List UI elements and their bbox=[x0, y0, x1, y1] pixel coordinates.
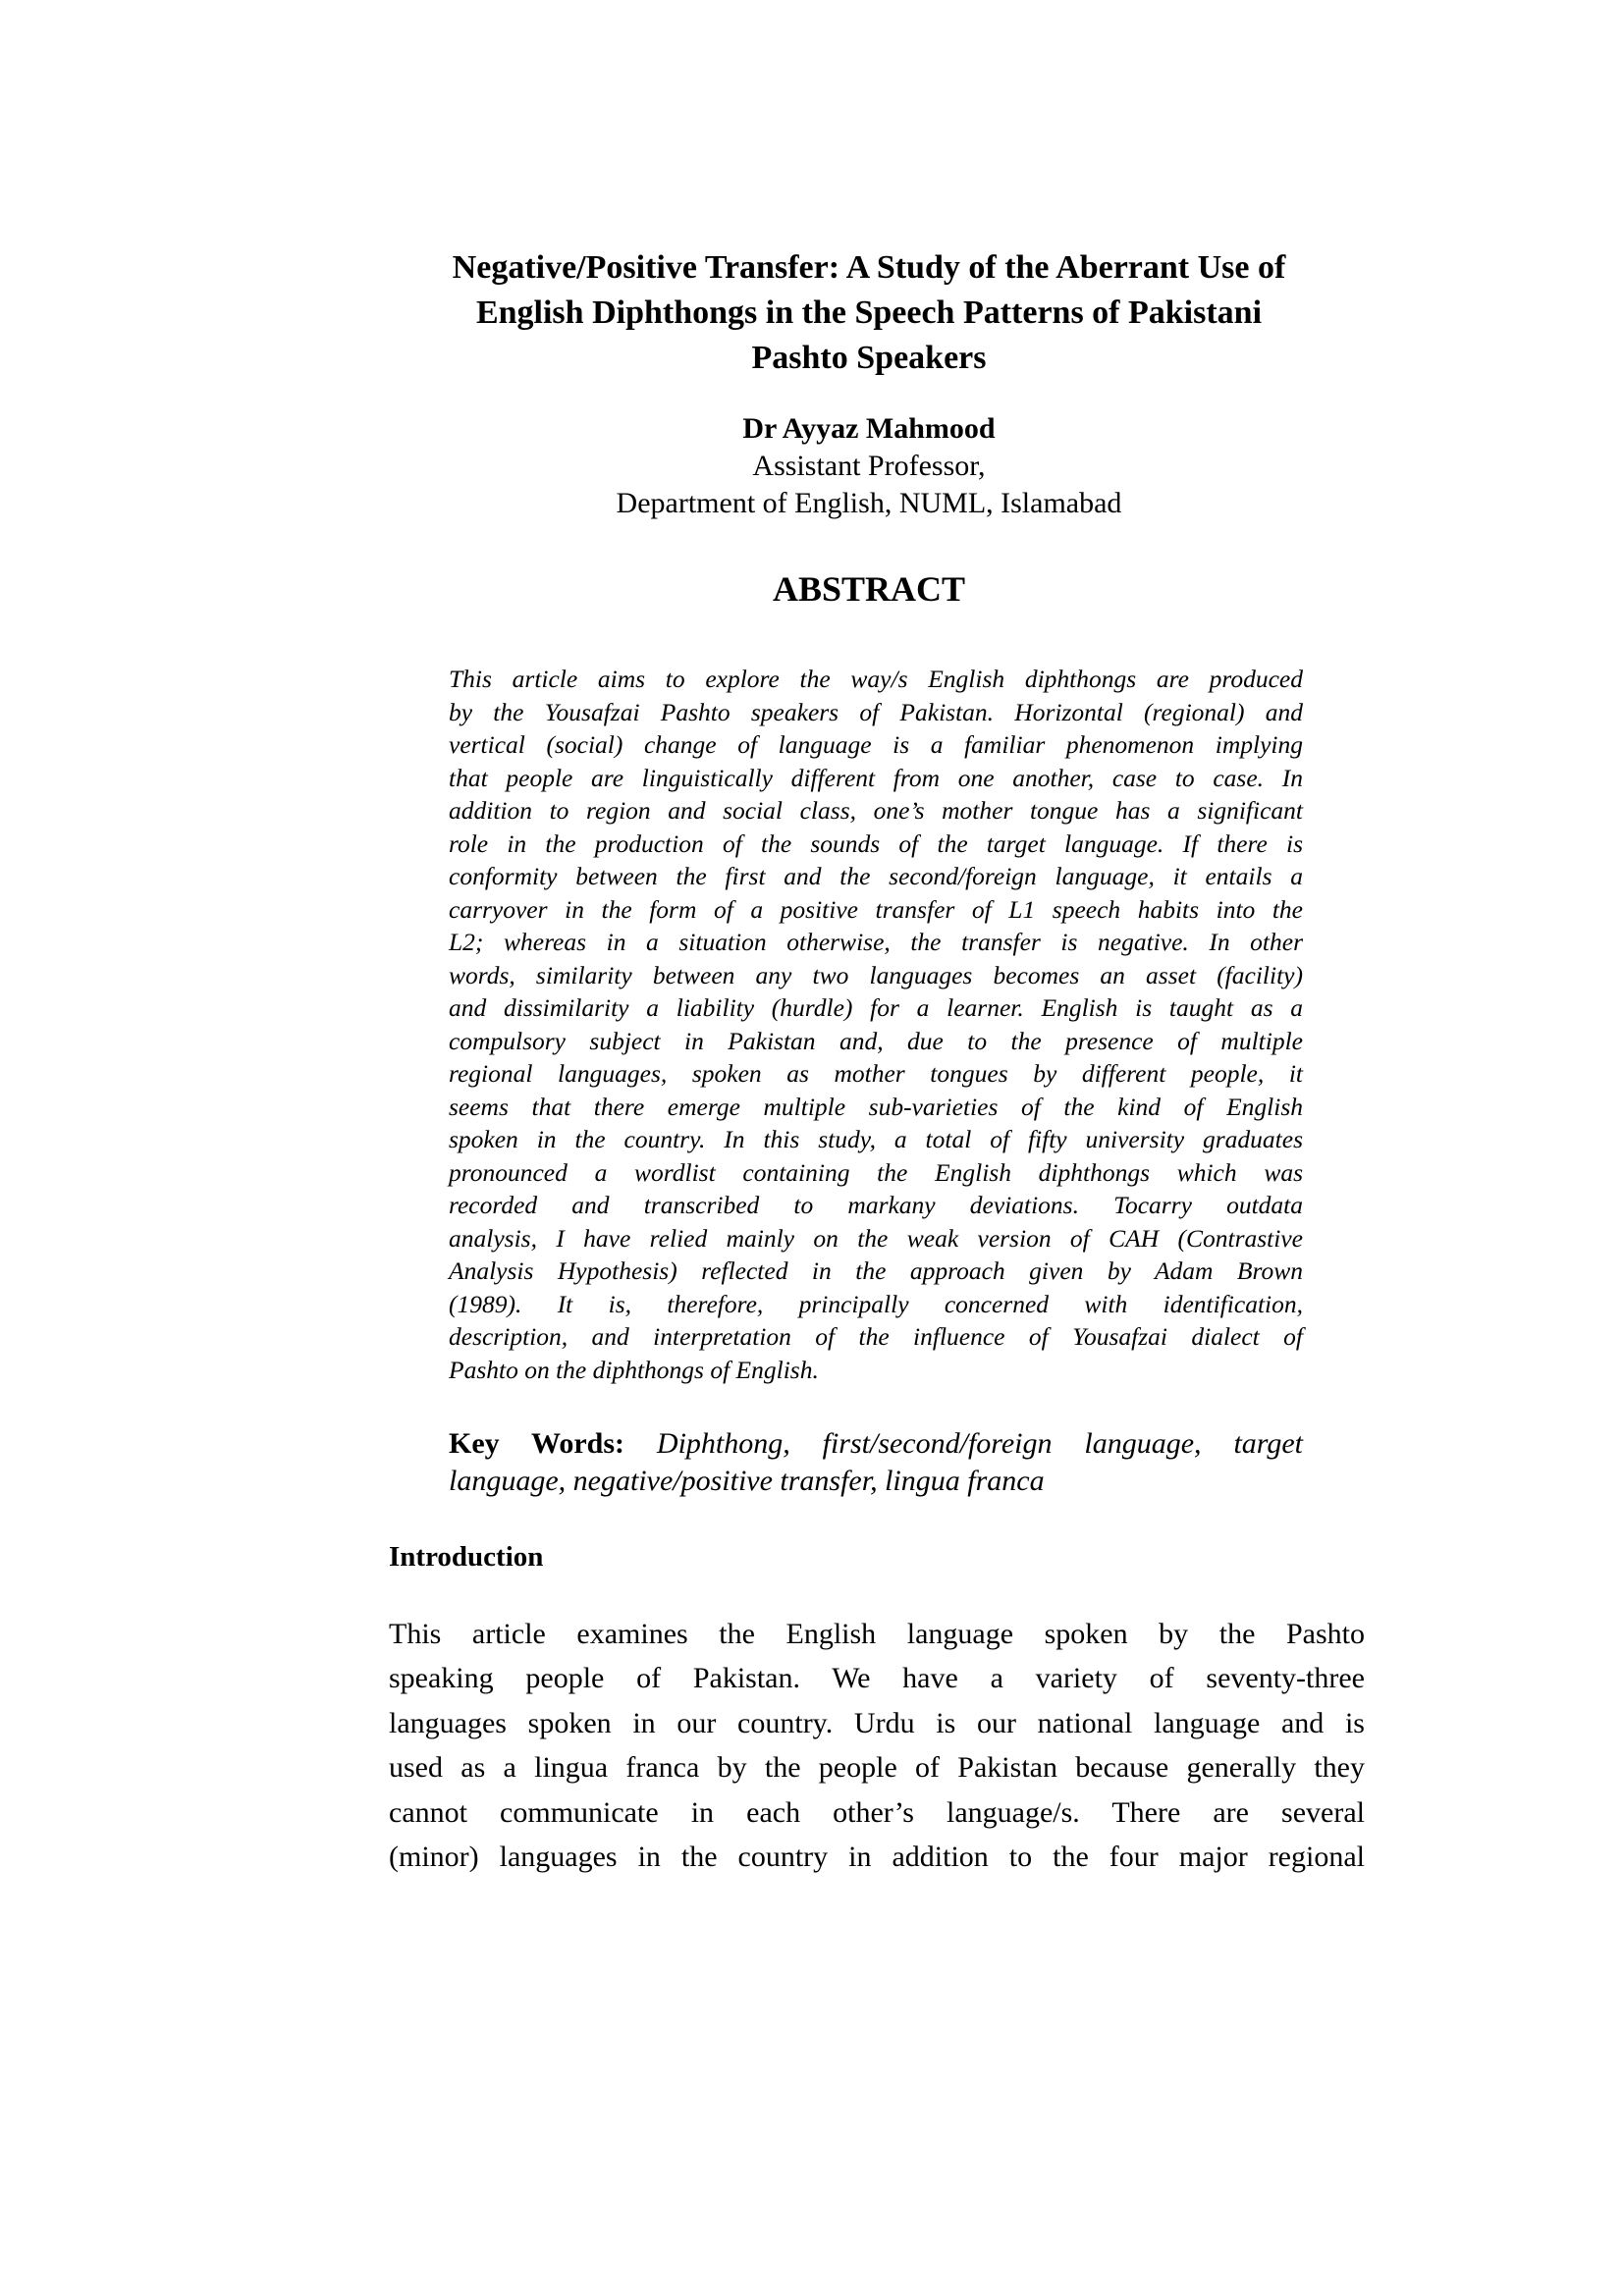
body-line: speaking people of Pakistan. We have a variety of seventy-three bbox=[389, 1662, 1365, 1695]
keywords-block bbox=[449, 1425, 1303, 1500]
abstract-line: L2; whereas in a situation otherwise, the transfer is negative. In other bbox=[449, 928, 1303, 956]
body-line: languages spoken in our country. Urdu is our national language and is bbox=[389, 1706, 1365, 1739]
author-affiliation: Department of English, NUML, Islamabad bbox=[616, 487, 1122, 519]
abstract-line: words, similarity between any two languages becomes an asset (facility) bbox=[449, 960, 1303, 989]
abstract-line: compulsory subject in Pakistan and, due to the presence of multiple bbox=[449, 1026, 1303, 1055]
abstract-line: that people are linguistically different from one another, case to case. In bbox=[449, 763, 1303, 792]
abstract-line: regional languages, spoken as mother tongues by different people, it bbox=[449, 1059, 1303, 1088]
keywords-text: language, negative/positive transfer, lingua franca bbox=[449, 1465, 1045, 1497]
abstract-line: by the Yousafzai Pashto speakers of Pakistan. Horizontal (regional) and bbox=[449, 697, 1303, 726]
abstract-line: Analysis Hypothesis) reflected in the approach given by Adam Brown bbox=[449, 1256, 1303, 1285]
title-line: Negative/Positive Transfer: A Study of the Aberrant Use of bbox=[452, 249, 1286, 286]
abstract-line: vertical (social) change of language is a familiar phenomenon implying bbox=[449, 730, 1303, 759]
title-line: Pashto Speakers bbox=[751, 340, 987, 376]
author-position: Assistant Professor, bbox=[752, 450, 986, 482]
abstract-line: analysis, I have relied mainly on the weak version of CAH (Contrastive bbox=[449, 1223, 1303, 1253]
title-line: English Diphthongs in the Speech Patterns of Pakistani bbox=[475, 294, 1263, 331]
abstract-line: spoken in the country. In this study, a total of fifty university graduates bbox=[449, 1125, 1303, 1153]
abstract-line: recorded and transcribed to markany deviations. Tocarry outdata bbox=[449, 1191, 1303, 1219]
keywords-line bbox=[449, 1425, 1303, 1463]
abstract-heading: ABSTRACT bbox=[772, 569, 966, 609]
keywords-text: Diphthong, first/second/foreign language, target bbox=[656, 1427, 1303, 1460]
abstract-line: This article aims to explore the way/s English diphthongs are produced bbox=[449, 665, 1303, 693]
abstract-line: role in the production of the sounds of the target language. If there is bbox=[449, 828, 1303, 858]
body-line: used as a lingua franca by the people of Pakistan because generally they bbox=[389, 1751, 1365, 1785]
abstract-line: seems that there emerge multiple sub-varieties of the kind of English bbox=[449, 1092, 1303, 1121]
abstract-line: addition to region and social class, one’s mother tongue has a significant bbox=[449, 796, 1303, 825]
body-line: This article examines the English language spoken by the Pashto bbox=[389, 1618, 1365, 1650]
section-heading-introduction: Introduction bbox=[389, 1541, 544, 1573]
introduction-body bbox=[389, 1612, 1365, 1879]
abstract-line: description, and interpretation of the influence of Yousafzai dialect of bbox=[449, 1322, 1303, 1351]
abstract-line: carryover in the form of a positive transfer of L1 speech habits into the bbox=[449, 894, 1303, 924]
abstract-line: (1989). It is, therefore, principally concerned with identification, bbox=[449, 1289, 1303, 1318]
body-line: cannot communicate in each other’s language/s. There are several bbox=[389, 1795, 1365, 1829]
keywords-label: Key Words: bbox=[449, 1427, 625, 1460]
abstract-line: and dissimilarity a liability (hurdle) for a learner. English is taught as a bbox=[449, 993, 1303, 1022]
author-block bbox=[461, 410, 1276, 522]
abstract-line: Pashto on the diphthongs of English. bbox=[449, 1355, 819, 1384]
abstract-line: pronounced a wordlist containing the English diphthongs which was bbox=[449, 1157, 1303, 1187]
paper-title bbox=[363, 245, 1375, 381]
author-name: Dr Ayyaz Mahmood bbox=[742, 412, 996, 445]
abstract-line: conformity between the first and the second/foreign language, it entails a bbox=[449, 862, 1303, 890]
abstract-body bbox=[449, 663, 1303, 1386]
body-line: (minor) languages in the country in addition to the four major regional bbox=[389, 1841, 1365, 1874]
